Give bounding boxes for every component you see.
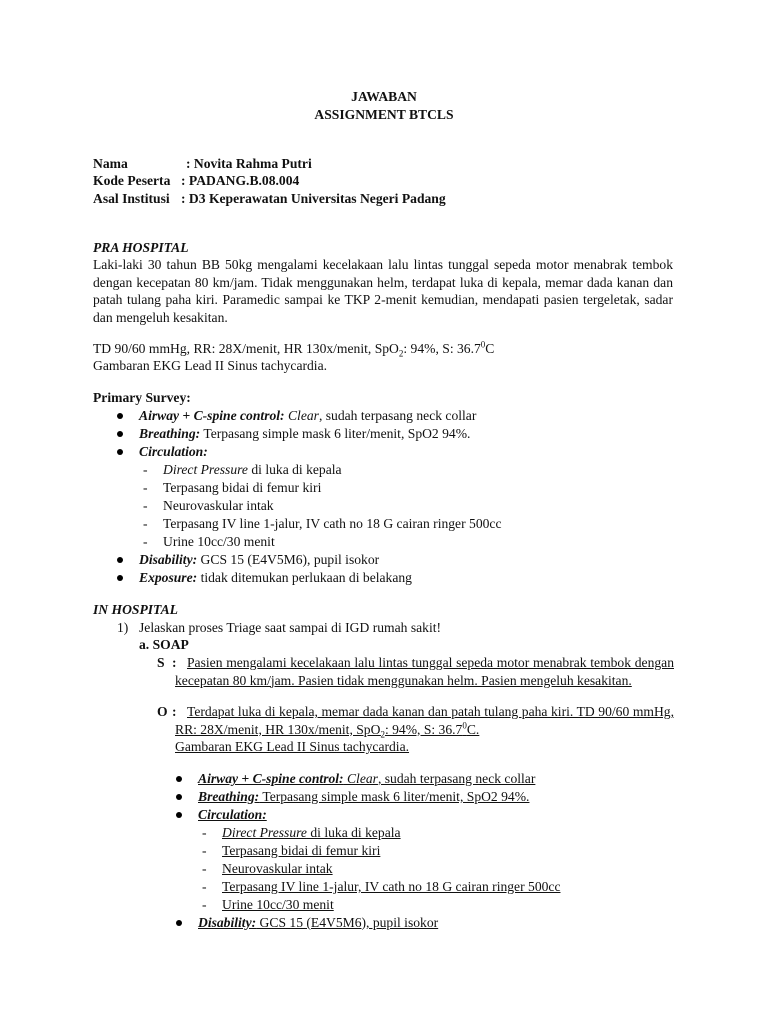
inh-circulation: Circulation: [198, 807, 267, 822]
dash-marker: - [143, 516, 148, 531]
pra-hospital-heading: PRA HOSPITAL [93, 240, 189, 255]
soap-o-ekg: Gambaran EKG Lead II Sinus tachycardia. [175, 739, 410, 754]
soap-heading: a. SOAP [139, 637, 189, 652]
primary-breathing [139, 425, 470, 443]
soap-s-text: Pasien mengalami kecelakaan lalu lintas tunggal sepeda motor menabrak tembok dengan kecepatan 80 km/jam. Pasien tidak menggunakan helm. Pasien mengeluh kesakitan. [175, 655, 674, 688]
vitals-text-a: TD 90/60 mmHg, RR: 28X/menit, HR 130x/menit, SpO [93, 341, 399, 356]
pra-vitals [93, 340, 494, 358]
o-text-a: Terdapat luka di kepala, memar dada kanan dan patah tulang paha kiri. TD 90/60 mmHg, RR: 28X/menit, HR 130x/menit, SpO [175, 704, 674, 737]
bullet-icon [176, 812, 182, 818]
soap-o-colon: : [172, 704, 177, 719]
circ-item-text: di luka di kepala [247, 462, 342, 477]
airway-rest: , sudah terpasang neck collar [377, 771, 536, 786]
soap-s-colon: : [172, 655, 177, 670]
dash-marker: - [202, 861, 207, 876]
o-sup: 0 [462, 720, 467, 731]
primary-circulation: Circulation: [139, 444, 208, 459]
o-sub: 2 [380, 729, 385, 740]
exposure-label: Exposure: [139, 570, 198, 585]
asal-value: : D3 Keperawatan Universitas Negeri Padang [181, 191, 446, 206]
circ-item: Urine 10cc/30 menit [222, 897, 334, 912]
dash-marker: - [202, 897, 207, 912]
vitals-sup: 0 [480, 339, 486, 350]
doc-title: JAWABAN [351, 89, 417, 104]
circ-item: Terpasang IV line 1-jalur, IV cath no 18 G cairan ringer 500cc [222, 879, 561, 894]
disability-label: Disability: [139, 552, 198, 567]
breathing-text: Terpasang simple mask 6 liter/menit, SpO2 94%. [200, 426, 471, 441]
doc-subtitle: ASSIGNMENT BTCLS [314, 107, 454, 122]
airway-clear: Clear [343, 771, 378, 786]
circ-item: Terpasang bidai di femur kiri [163, 480, 322, 495]
circ-item [222, 824, 401, 842]
dash-marker: - [202, 843, 207, 858]
bullet-icon [117, 449, 123, 455]
dash-marker: - [143, 498, 148, 513]
bullet-icon [176, 776, 182, 782]
dash-marker: - [202, 879, 207, 894]
bullet-icon [117, 575, 123, 581]
o-text-b: : 94%, S: 36.7 [384, 721, 463, 737]
airway-label: Airway + C-spine control: [139, 408, 285, 423]
o-text-c: C. [466, 721, 480, 737]
pra-ekg: Gambaran EKG Lead II Sinus tachycardia. [93, 358, 328, 373]
question-text: Jelaskan proses Triage saat sampai di IGD rumah sakit! [139, 620, 442, 635]
dash-marker: - [143, 462, 148, 477]
disability-label: Disability: [198, 915, 257, 930]
soap-o-text [175, 703, 674, 738]
circ-item-em: Direct Pressure [222, 825, 307, 840]
circ-item: Urine 10cc/30 menit [163, 534, 275, 549]
airway-label: Airway + C-spine control: [198, 771, 344, 786]
inh-airway [198, 770, 535, 788]
circ-item-text: di luka di kepala [306, 825, 401, 840]
bullet-icon [176, 794, 182, 800]
circ-item: Terpasang bidai di femur kiri [222, 843, 381, 858]
soap-s-label: S [157, 655, 165, 670]
pra-narrative: Laki-laki 30 tahun BB 50kg mengalami kecelakaan lalu lintas tunggal sepeda motor menabrak tembok dengan kecepatan 80 km/jam. Tidak menggunakan helm, terdapat luka di kepala, memar dada kanan dan patah tulang paha kiri. Paramedic sampai ke TKP 2-menit kemudian, mendapati pasien tergeletak, sadar dan mengeluh kesakitan. [93, 257, 673, 325]
circ-item-em: Direct Pressure [163, 462, 248, 477]
kode-value: : PADANG.B.08.004 [181, 173, 300, 188]
asal-label: Asal Institusi [93, 191, 170, 206]
circ-item: Neurovaskular intak [222, 861, 333, 876]
dash-marker: - [143, 534, 148, 549]
circ-item: Neurovaskular intak [163, 498, 274, 513]
in-hospital-heading: IN HOSPITAL [93, 602, 178, 617]
question-number: 1) [117, 620, 129, 635]
kode-label: Kode Peserta [93, 173, 171, 188]
bullet-icon [117, 413, 123, 419]
vitals-text-c: C [485, 341, 495, 356]
circ-item [163, 461, 342, 479]
breathing-text: Terpasang simple mask 6 liter/menit, SpO2 94%. [259, 789, 530, 804]
nama-label: Nama [93, 156, 128, 171]
nama-value: : Novita Rahma Putri [186, 156, 312, 171]
soap-o-label: O [157, 704, 168, 719]
primary-exposure [139, 569, 412, 587]
bullet-icon [117, 557, 123, 563]
dash-marker: - [202, 825, 207, 840]
vitals-text-b: : 94%, S: 36.7 [403, 341, 481, 356]
airway-rest: , sudah terpasang neck collar [318, 408, 477, 423]
primary-survey-heading: Primary Survey: [93, 390, 191, 405]
inh-disability [198, 914, 438, 932]
dash-marker: - [143, 480, 148, 495]
airway-clear: Clear [284, 408, 319, 423]
disability-text: GCS 15 (E4V5M6), pupil isokor [256, 915, 439, 930]
bullet-icon [176, 920, 182, 926]
exposure-text: tidak ditemukan perlukaan di belakang [197, 570, 412, 585]
breathing-label: Breathing: [198, 789, 260, 804]
primary-airway [139, 407, 476, 425]
vitals-sub: 2 [398, 348, 404, 359]
disability-text: GCS 15 (E4V5M6), pupil isokor [197, 552, 380, 567]
primary-disability [139, 551, 379, 569]
breathing-label: Breathing: [139, 426, 201, 441]
inh-breathing [198, 788, 529, 806]
bullet-icon [117, 431, 123, 437]
circ-item: Terpasang IV line 1-jalur, IV cath no 18 G cairan ringer 500cc [163, 516, 502, 531]
